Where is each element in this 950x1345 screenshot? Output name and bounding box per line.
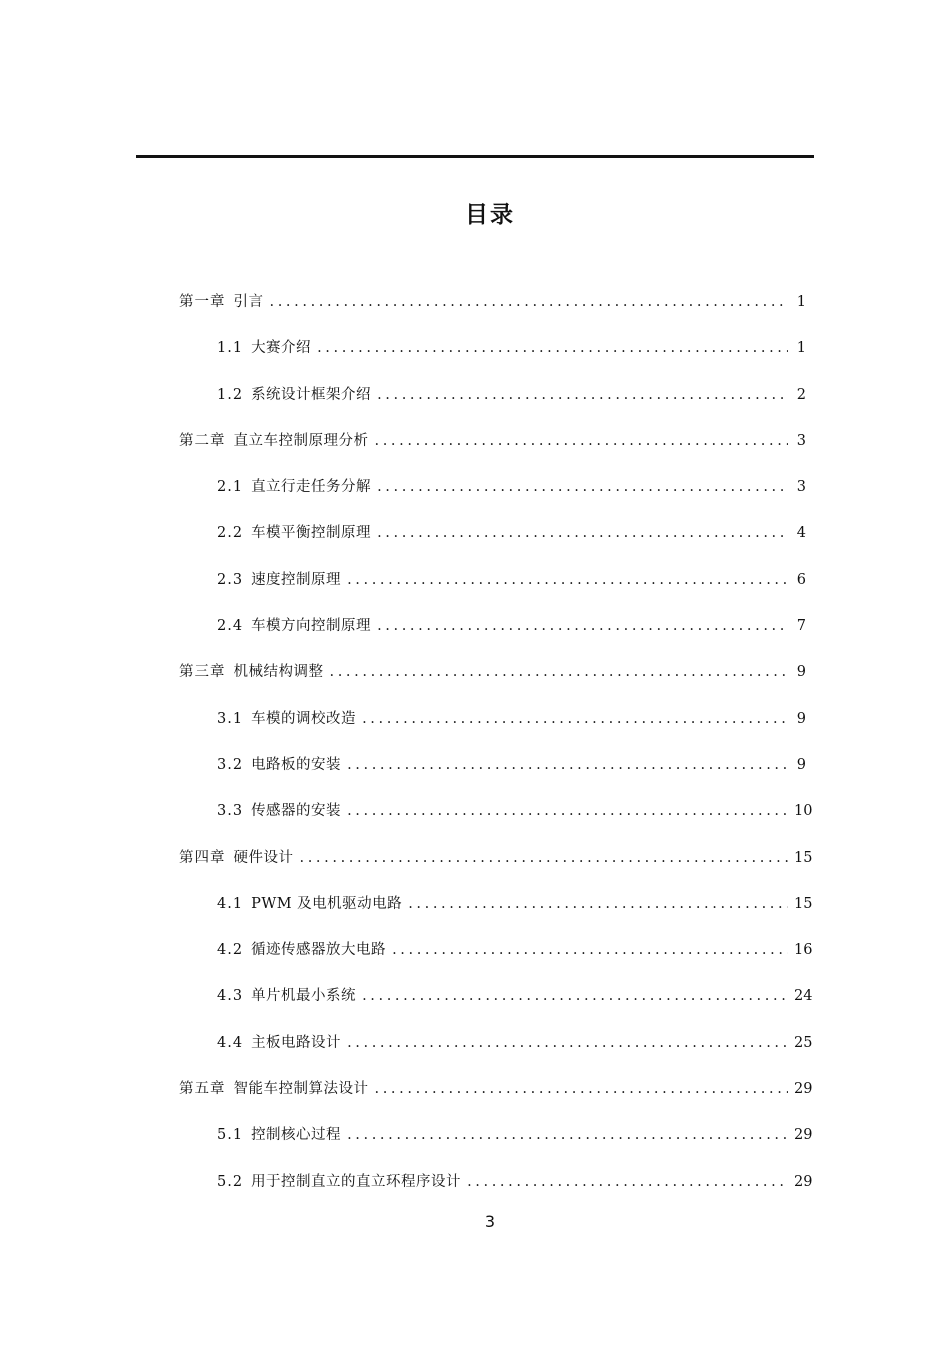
toc-entry-text: 引言 — [233, 294, 264, 310]
toc-entry-label — [217, 330, 311, 366]
toc-entry-page: 29 — [794, 1127, 813, 1144]
toc-entry[interactable] — [0, 562, 806, 608]
toc-entry[interactable] — [0, 978, 813, 1024]
toc-entry-label — [217, 978, 356, 1014]
toc-entry-page: 15 — [794, 895, 813, 912]
toc-entry[interactable] — [0, 1117, 813, 1163]
toc-entry[interactable] — [0, 932, 813, 978]
toc-entry-number: 3.1 — [217, 710, 244, 727]
toc-entry-text: 车模的调校改造 — [251, 710, 357, 727]
toc-entry-page: 1 — [796, 340, 806, 357]
toc-entry-page: 15 — [794, 849, 813, 866]
toc-entry-page: 3 — [796, 432, 806, 449]
toc-entry-number: 2.2 — [217, 525, 244, 542]
toc-entry-number: 3.3 — [217, 803, 244, 820]
toc-entry-number: 4.2 — [217, 942, 244, 959]
toc-entry-page: 4 — [796, 525, 806, 542]
toc-entry-label — [179, 1071, 369, 1107]
toc-entry-number: 第二章 — [179, 432, 226, 449]
toc-entry-page: 9 — [796, 710, 806, 727]
toc-entry-number: 第一章 — [179, 294, 226, 310]
toc-entry[interactable] — [0, 284, 806, 330]
toc-entry[interactable] — [0, 1071, 813, 1117]
toc-entry-page: 29 — [794, 1081, 813, 1098]
toc-entry-label — [179, 840, 294, 876]
toc-entry-text: 控制核心过程 — [251, 1127, 342, 1144]
toc-entry-label — [179, 423, 369, 459]
toc-entry-number: 2.4 — [217, 618, 244, 635]
toc-entry[interactable] — [0, 886, 813, 932]
toc-entry-label — [217, 608, 371, 644]
toc-entry-number: 4.1 — [217, 895, 244, 912]
toc-entry-label — [217, 377, 371, 413]
toc-entry-text: 主板电路设计 — [251, 1034, 342, 1051]
toc-leader-dots — [347, 1117, 788, 1153]
toc-leader-dots — [362, 701, 788, 737]
toc-entry-page: 9 — [796, 664, 806, 681]
toc-entry-number: 4.4 — [217, 1034, 244, 1051]
toc-leader-dots — [467, 1164, 788, 1200]
toc-entry-text: 速度控制原理 — [251, 571, 342, 588]
toc-entry[interactable] — [0, 423, 806, 469]
toc-leader-dots — [347, 1025, 788, 1061]
toc-leader-dots — [362, 978, 788, 1014]
toc-entry-label — [217, 747, 341, 783]
toc-entry-label — [217, 886, 402, 922]
toc-entry-text: 循迹传感器放大电路 — [251, 942, 387, 959]
toc-entry-text: 电路板的安装 — [251, 756, 342, 773]
toc-entry-text: 车模方向控制原理 — [251, 618, 372, 635]
toc-entry-number: 5.2 — [217, 1173, 244, 1190]
toc-entry-text: 单片机最小系统 — [251, 988, 357, 1005]
toc-entry-number: 1.2 — [217, 386, 244, 403]
toc-leader-dots — [347, 747, 788, 783]
toc-leader-dots — [347, 793, 788, 829]
toc-entry[interactable] — [0, 793, 813, 839]
toc-entry-page: 3 — [796, 479, 806, 496]
toc-entry-label — [179, 284, 264, 320]
toc-entry-label — [217, 562, 341, 598]
toc-entry-page: 7 — [796, 618, 806, 635]
toc-entry[interactable] — [0, 469, 806, 515]
toc-entry-number: 1.1 — [217, 340, 244, 357]
toc-entry-page: 10 — [794, 803, 813, 820]
toc-entry-text: 机械结构调整 — [233, 664, 324, 681]
toc-entry-number: 第四章 — [179, 849, 226, 866]
toc-leader-dots — [300, 840, 789, 876]
toc-leader-dots — [375, 1071, 789, 1107]
toc-entry-number: 5.1 — [217, 1127, 244, 1144]
toc-entry-text: 传感器的安装 — [251, 803, 342, 820]
toc-entry-text: 系统设计框架介绍 — [251, 386, 372, 403]
toc-entry-page: 29 — [794, 1173, 813, 1190]
table-of-contents — [0, 284, 950, 1210]
toc-entry-number: 3.2 — [217, 756, 244, 773]
toc-entry[interactable] — [0, 608, 806, 654]
toc-leader-dots — [392, 932, 788, 968]
toc-entry-number: 2.1 — [217, 479, 244, 496]
toc-entry-page: 24 — [794, 988, 813, 1005]
page-number: 3 — [484, 1212, 496, 1231]
toc-entry-page: 16 — [794, 942, 813, 959]
header-rule — [136, 155, 814, 158]
toc-leader-dots — [375, 423, 789, 459]
toc-entry-label — [217, 469, 371, 505]
toc-entry[interactable] — [0, 747, 806, 793]
toc-entry-text: 直立行走任务分解 — [251, 479, 372, 496]
toc-leader-dots — [377, 377, 788, 413]
toc-leader-dots — [317, 330, 788, 366]
toc-entry-page: 6 — [796, 571, 806, 588]
toc-entry-text: 硬件设计 — [233, 849, 294, 866]
toc-entry-page: 25 — [794, 1034, 813, 1051]
toc-leader-dots — [330, 654, 789, 690]
toc-entry[interactable] — [0, 701, 806, 747]
toc-entry-text: PWM 及电机驱动电路 — [251, 895, 403, 912]
toc-entry[interactable] — [0, 515, 806, 561]
toc-title: 目录 — [465, 202, 515, 228]
toc-entry-text: 大赛介绍 — [251, 340, 312, 357]
toc-leader-dots — [377, 469, 788, 505]
toc-entry-label — [217, 515, 371, 551]
toc-entry-text: 用于控制直立的直立环程序设计 — [251, 1173, 462, 1190]
toc-entry-number: 第五章 — [179, 1081, 226, 1098]
toc-entry[interactable] — [0, 330, 806, 376]
toc-entry[interactable] — [0, 1025, 813, 1071]
toc-leader-dots — [408, 886, 788, 922]
toc-entry-label — [217, 1164, 461, 1200]
toc-leader-dots — [377, 515, 788, 551]
toc-entry-label — [217, 932, 386, 968]
toc-leader-dots — [347, 562, 788, 598]
toc-entry[interactable] — [0, 840, 813, 886]
toc-entry-text: 车模平衡控制原理 — [251, 525, 372, 542]
toc-entry-text: 直立车控制原理分析 — [233, 432, 369, 449]
toc-entry-text: 智能车控制算法设计 — [233, 1081, 369, 1098]
toc-entry[interactable] — [0, 654, 806, 700]
toc-entry-label — [217, 1117, 341, 1153]
toc-leader-dots — [270, 284, 789, 320]
toc-entry[interactable] — [0, 1164, 813, 1210]
toc-entry-number: 2.3 — [217, 571, 244, 588]
toc-entry-page: 1 — [796, 294, 806, 310]
toc-entry-label — [217, 1025, 341, 1061]
toc-entry-number: 4.3 — [217, 988, 244, 1005]
toc-entry-number: 第三章 — [179, 664, 226, 681]
toc-entry[interactable] — [0, 377, 806, 423]
toc-entry-label — [217, 793, 341, 829]
toc-leader-dots — [377, 608, 788, 644]
toc-entry-label — [179, 654, 324, 690]
toc-entry-label — [217, 701, 356, 737]
toc-entry-page: 9 — [796, 756, 806, 773]
toc-entry-page: 2 — [796, 386, 806, 403]
